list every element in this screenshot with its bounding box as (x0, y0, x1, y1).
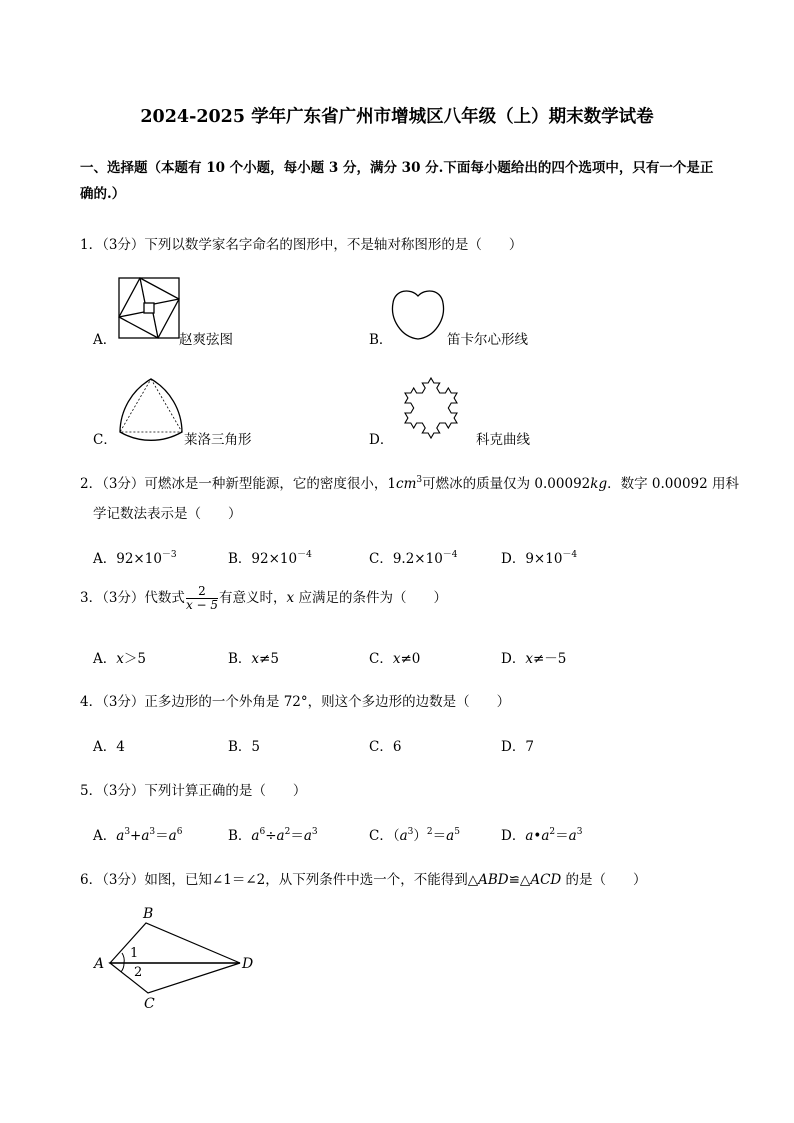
q3-fraction (186, 585, 218, 612)
q3-stem-part-a: 3．（3分）代数式 (80, 590, 185, 606)
q1-option-a-label: 赵爽弦图 (179, 332, 233, 348)
q5-option-c: C．$(a^3)^2=a^5$ (369, 827, 460, 844)
q3-stem-part-b: 有意义时， (219, 590, 287, 606)
q2-stem-part-c: ．数字 0.00092 用科 (607, 476, 740, 492)
q3-option-d-letter: D． (501, 651, 526, 667)
q2-option-b-exponent: －4 (297, 550, 312, 560)
fig-label-angle1: 1 (130, 946, 139, 961)
q6-triangle-abd: ABD (478, 872, 509, 888)
q3-option-a (93, 647, 146, 667)
q1-option-c-letter: C． (93, 432, 117, 448)
q6-stem (80, 868, 647, 888)
section-heading: 一、选择题（本题有 10 个小题，每小题 3 分，满分 30 分.下面每小题给出的四个选项中，只有一个是正确的.） (80, 160, 714, 202)
page-title: 2024-2025 学年广东省广州市增城区八年级（上）期末数学试卷 (140, 107, 654, 127)
q3-option-b-rel: ≠5 (259, 651, 279, 667)
fig-label-angle2: 2 (134, 965, 143, 980)
q2-unit-kg: kg (590, 476, 608, 492)
q3-option-d-var: x (525, 651, 533, 667)
reuleaux-triangle-diagram-icon (116, 374, 186, 444)
q1-stem: 1．（3分）下列以数学家名字命名的图形中，不是轴对称图形的是（ ） (80, 237, 523, 253)
q2-unit-exponent: 3 (416, 475, 423, 485)
q5-option-d-letter: D． (501, 828, 526, 844)
fig-label-a: A (94, 956, 105, 972)
q2-option-c-exponent: －4 (442, 550, 458, 560)
q2-stem (80, 472, 739, 492)
q3-option-c-var: x (392, 651, 401, 667)
q3-option-c-letter: C． (369, 651, 393, 667)
cardioid-diagram-icon (389, 285, 447, 343)
q3-option-d-rel: ≠－5 (532, 651, 567, 667)
q4-option-a: A．4 (93, 739, 125, 755)
q6-triangle-figure (90, 900, 270, 1015)
q6-congruent-symbol: ≌△ (508, 872, 531, 888)
q3-fraction-numerator: 2 (186, 585, 218, 599)
q5-stem: 5．（3分）下列计算正确的是（ ） (80, 783, 307, 799)
q2-stem-line2: 学记数法表示是（ ） (93, 506, 242, 522)
q6-triangle-acd: ACD (530, 872, 562, 888)
q3-stem-part-c: 应满足的条件为（ ） (294, 590, 447, 606)
fig-label-c: C (144, 996, 155, 1012)
q5-option-a-letter: A． (93, 828, 117, 844)
q2-option-a-base: A．92×10 (93, 551, 162, 567)
q2-option-b (228, 547, 312, 567)
q2-option-c (369, 547, 458, 567)
q3-option-b-letter: B． (228, 651, 252, 667)
q2-stem-part-b: 可燃冰的质量仅为 0.00092 (422, 476, 591, 492)
q2-option-a (93, 547, 177, 567)
q1-option-c-label: 莱洛三角形 (184, 432, 252, 448)
q5-option-b: B．$a^6\div a^2=a^3$ (228, 827, 318, 844)
q3-option-c (369, 647, 420, 667)
q2-unit-cm: cm (396, 476, 417, 492)
q4-option-b: B．5 (228, 739, 261, 755)
q1-option-b-label: 笛卡尔心形线 (447, 332, 528, 348)
q3-option-b-var: x (251, 651, 260, 667)
q2-option-d-exponent: －4 (562, 550, 578, 560)
q3-variable-x: x (286, 590, 295, 606)
q4-option-d: D．7 (501, 739, 534, 755)
q3-option-d (501, 647, 566, 667)
q5-option-d: D．$a•a^2=a^3$ (501, 827, 583, 844)
q1-option-a-letter: A． (93, 332, 117, 348)
zhao-shuang-diagram-icon (118, 277, 180, 339)
q3-option-a-var: x (116, 651, 124, 667)
q3-option-b (228, 647, 279, 667)
q3-option-a-letter: A． (93, 651, 117, 667)
q2-option-c-base: C．9.2×10 (369, 551, 443, 567)
q5-option-c-letter: C． (369, 828, 393, 844)
q1-option-b-letter: B． (369, 332, 393, 348)
q1-option-d-letter: D． (369, 432, 394, 448)
q3-fraction-denominator: x − 5 (185, 598, 219, 612)
q4-option-c: C．6 (369, 739, 402, 755)
q4-stem: 4．（3分）正多边形的一个外角是 72°，则这个多边形的边数是（ ） (80, 694, 511, 710)
q2-option-d (501, 547, 577, 567)
q1-option-d-label: 科克曲线 (476, 432, 530, 448)
koch-snowflake-diagram-icon (386, 366, 476, 446)
q6-stem-part-a: 6．（3分）如图，已知∠1＝∠2，从下列条件中选一个，不能得到△ (80, 872, 479, 888)
q2-option-d-base: D．9×10 (501, 551, 563, 567)
q5-option-a: A．$a^3+a^3=a^6$ (93, 827, 183, 844)
q6-stem-part-b: 的是（ ） (561, 872, 647, 888)
q3-stem (80, 585, 447, 612)
q2-option-b-base: B．92×10 (228, 551, 298, 567)
q5-option-b-letter: B． (228, 828, 252, 844)
q2-option-a-exponent: －3 (161, 550, 177, 560)
q3-option-a-rel: ＞5 (123, 651, 146, 667)
q2-stem-part-a: 2．（3分）可燃冰是一种新型能源，它的密度很小，1 (80, 476, 397, 492)
fig-label-b: B (143, 906, 154, 922)
fig-label-d: D (242, 956, 254, 972)
q3-option-c-rel: ≠0 (400, 651, 421, 667)
